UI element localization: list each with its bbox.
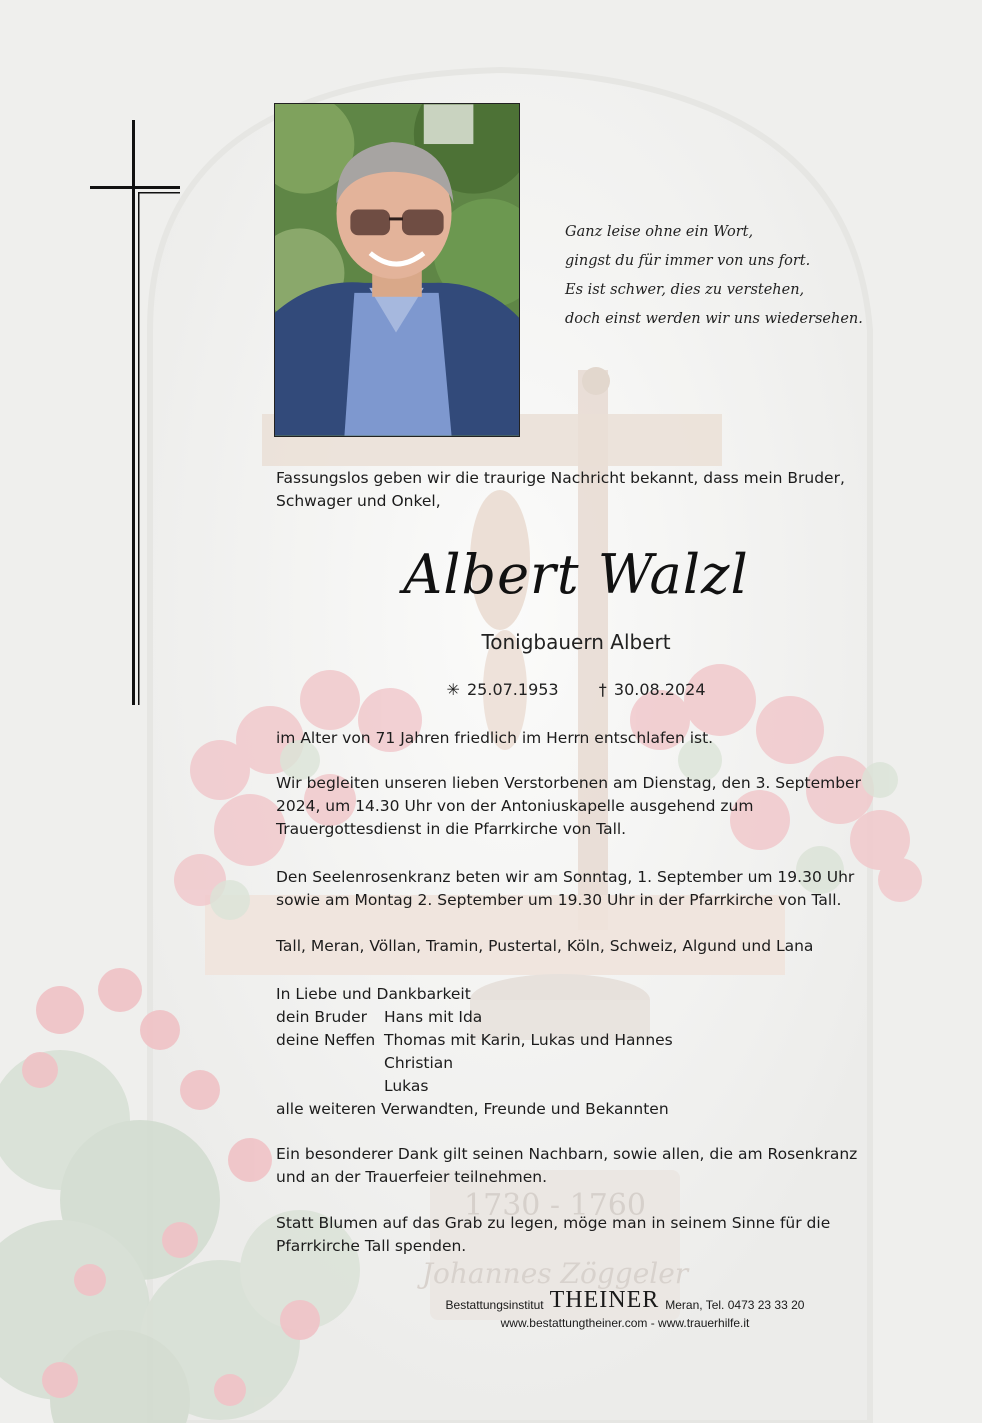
announcement-intro: Fassungslos geben wir die traurige Nachricht bekannt, dass mein Bruder, Schwager und Onkel, <box>276 469 845 510</box>
thanks-text: Ein besonderer Dank gilt seinen Nachbarn, sowie allen, die am Rosenkranz und an der Trauerfeier teilnehmen. <box>276 1145 858 1186</box>
family-row-nephew <box>276 1052 876 1075</box>
family-names: Lukas <box>384 1077 429 1095</box>
flowers-text: Statt Blumen auf das Grab zu legen, möge man in seinem Sinne für die Pfarrkirche Tall spenden. <box>276 1214 831 1255</box>
birth-date: 25.07.1953 <box>467 680 559 699</box>
family-row-nephew <box>276 1075 876 1098</box>
family-intro: In Liebe und Dankbarkeit <box>276 985 471 1003</box>
deceased-nickname: Tonigbauern Albert <box>481 630 671 654</box>
funeral-home-footer <box>400 1288 850 1330</box>
footer-contact: Meran, Tel. 0473 23 33 20 <box>665 1298 805 1312</box>
deceased-name: Albert Walzl <box>403 543 749 606</box>
footer-websites: www.bestattungtheiner.com - www.trauerhilfe.it <box>500 1316 750 1330</box>
birth-star-icon: ✳ <box>446 680 460 699</box>
family-names: Thomas mit Karin, Lukas und Hannes <box>384 1031 673 1049</box>
cross-icon <box>90 120 182 705</box>
funeral-text: Wir begleiten unseren lieben Verstorbenen am Dienstag, den 3. September 2024, um 14.30 Uhr von der Antoniuskapelle ausgehend zum Trauergottesdienst in die Pfarrkirche von Tall. <box>276 774 861 838</box>
poem-line: Es ist schwer, dies zu verstehen, <box>565 282 805 298</box>
life-dates <box>276 680 876 699</box>
poem-line: Ganz leise ohne ein Wort, <box>565 224 754 240</box>
poem <box>565 218 945 334</box>
footer-prefix: Bestattungsinstitut <box>445 1298 544 1312</box>
family-list <box>276 983 876 1121</box>
family-row-brother <box>276 1006 876 1029</box>
poem-line: doch einst werden wir uns wiedersehen. <box>565 311 863 327</box>
family-row-nephews <box>276 1029 876 1052</box>
family-names: Hans mit Ida <box>384 1008 483 1026</box>
portrait-photo <box>274 103 520 437</box>
footer-brand-logo: THEINER <box>549 1287 660 1313</box>
inscription-years: 1730 - 1760 <box>464 1188 646 1223</box>
death-cross-icon: † <box>598 680 607 699</box>
family-names: Christian <box>384 1054 454 1072</box>
family-label: deine Neffen <box>276 1031 376 1049</box>
family-others: alle weiteren Verwandten, Freunde und Bekannten <box>276 1100 669 1118</box>
places-text: Tall, Meran, Völlan, Tramin, Pustertal, Köln, Schweiz, Algund und Lana <box>276 937 814 955</box>
rosary-text: Den Seelenrosenkranz beten wir am Sonntag, 1. September um 19.30 Uhr sowie am Montag 2. September um 19.30 Uhr in der Pfarrkirche von Tall. <box>276 868 855 909</box>
poem-line: gingst du für immer von uns fort. <box>565 253 811 269</box>
age-text: im Alter von 71 Jahren friedlich im Herrn entschlafen ist. <box>276 729 714 747</box>
death-date: 30.08.2024 <box>613 680 706 699</box>
family-label: dein Bruder <box>276 1008 368 1026</box>
inscription-name: Johannes Zöggeler <box>421 1257 689 1290</box>
